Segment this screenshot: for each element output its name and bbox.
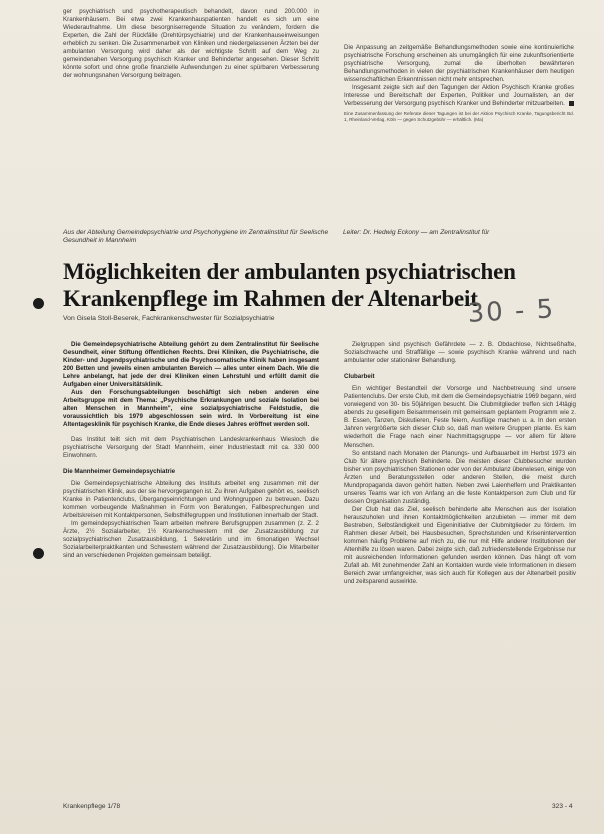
section-heading: Clubarbeit — [344, 373, 375, 381]
paragraph: ger psychiatrisch und psychotherapeutisch behandelt, davon rund 200.000 in Krankenhäusern. Bei etwa zwei Krankenhauspatienten handelt es sich um eine Wiederaufnahme. Um diese besorgniserregende Situation zu verändern, fordern die Experten, die Zahl der Rückfälle (Drehtürpsychiatrie) und der Krankenhauseinweisungen erheblich zu senken. Die Zusammenarbeit von Kliniken und niedergelassenen Ärzten bei der ambulanten Versorgung wird daher als der wichtigste Schritt auf dem Weg zu gemeindenahen Versorgung psychisch Kranker und Behinderter angesehen. Dieser Schritt könnte sofort und ohne große finanzielle Aufwendungen zu einer spürbaren Verbesserung der wohnungsnahen Versorgung beitragen. — [63, 8, 319, 80]
paragraph: So entstand nach Monaten der Planungs- und Aufbauarbeit im Herbst 1973 ein Club für ältere psychisch Behinderte. Die meisten dieser Clubbesucher wurden bisher von psychiatrischen Stationen oder von der Ambulanz überwiesen, einige von Ärzten und Beratungsstellen oder anderen Stellen, die meist durch Mundpropaganda davon gehört hatten. Neben zwei Laienhelfern und Praktikanten unseres Teams war ich von Anfang an die feste Kontaktperson zum Club und für dessen Organisation zuständig. — [344, 449, 576, 505]
footnote — [344, 111, 574, 122]
paragraph — [344, 84, 574, 108]
intro-paragraph: Aus den Forschungsabteilungen beschäftigt sich neben anderen eine Arbeitsgruppe mit dem Thema: „Psychische Erkrankungen und soziale Isolation bei alten Menschen in Mannheim", eine sozialpsychiatrische Feldstudie, die voraussichtlich bis 1979 abgeschlossen sein wird. In Vorbereitung ist eine Altentagesklinik für psychisch Kranke, die Ende dieses Jahres eröffnet werden soll. — [63, 389, 319, 429]
director-line: Leiter: Dr. Hedwig Eckony — am Zentralinstitut für — [343, 229, 490, 236]
intro-paragraph: Die Gemeindepsychiatrische Abteilung gehört zu dem Zentralinstitut für Seelische Gesundheit, einer Stiftung öffentlichen Rechts. Drei Kliniken, die Psychiatrische, die Kinder- und Jugendpsychiatrische und die Psychosomatische Klinik haben insgesamt 200 Betten und jeweils einen ambulanten Bereich — alles unter einem Dach. Wie die Lehre anbelangt, hat jede der drei Kliniken einen Lehrstuhl und erfüllt damit die Aufgaben einer Universitätsklinik. — [63, 341, 319, 389]
department-line: Aus der Abteilung Gemeindepsychiatrie und Psychohygiene im Zentralinstitut für Seelische Gesundheit in Mannheim — [63, 229, 329, 245]
page-number: 323 - 4 — [552, 803, 573, 810]
handwritten-annotation: 30 - 5 — [466, 294, 556, 329]
top-right-column — [344, 44, 574, 123]
article-title — [63, 258, 533, 312]
paragraph: Die Gemeindepsychiatrische Abteilung des Instituts arbeitet eng zusammen mit der psychiatrischen Klinik, aus der sie hervorgegangen ist. Zu ihren Aufgaben gehört es, seelisch Kranke in Patientenclubs, Übergangseinrichtungen und Wohngruppen zu betreuen. Dazu kommen vorbeugende Maßnahmen in Form von Beratungen, Fallbesprechungen und Arbeitskreisen mit Kontaktpersonen, Selbsthilfegruppen und Institutionen innerhalb der Stadt. — [63, 479, 319, 519]
paragraph: Der Club hat das Ziel, seelisch behinderte alte Menschen aus der Isolation herauszuholen und ihnen Kontaktmöglichkeiten anzubieten — immer mit dem Bestreben, Selbständigkeit und Eigeninitiative der Clubmitglieder zu fördern. Im Rahmen dieser Arbeit, bei Hausbesuchen, Sprechstunden und Krisenintervention kommen häufig Probleme auf mich zu, die nur mit Hilfe anderer Institutionen der Altenhilfe zu lösen waren. Dabei zeigte sich, daß zufriedenstellende Ergebnisse nur mit ausreichenden Informationen gefunden werden können. Das hängt oft vom Zufall ab. Mit zunehmender Zahl an Kontakten wurde viele Informationen in diesem Bereich zwar umfangreicher, was sich auch für Kollegen aus der Altenarbeit positiv und zeitsparend auswirkte. — [344, 505, 576, 586]
section-heading: Die Mannheimer Gemeindepsychiatrie — [63, 467, 176, 475]
title-line: Möglichkeiten der ambulanten psychiatrischen — [63, 259, 516, 284]
punch-hole — [33, 548, 44, 559]
paragraph-text: Insgesamt zeigte sich auf den Tagungen der Aktion Psychisch Kranke großes Interesse und Bereitschaft der Experten, Politiker und Journalisten, an der Verbesserung der Versorgung psychisch Kranker und Behinderter mitzuarbeiten. — [344, 84, 574, 108]
paragraph: Zielgruppen sind psychisch Gefährdete — z. B. Obdachlose, Nichtseßhafte, Sozialschwache und Straffällige — sowie psychisch Kranke während und nach ambulanter oder stationärer Behandlung. — [344, 341, 576, 365]
journal-footer: Krankenpflege 1/78 — [63, 803, 121, 810]
paragraph: Im gemeindepsychiatrischen Team arbeiten mehrere Berufsgruppen zusammen (z. Z. 2 Ärzte, 2½ Sozialarbeiter, 1½ Krankenschwestern mit der Zusatzausbildung zur sozialpsychiatrischen Zusatzausbildung, 1 Sekretärin und im 6monatigen Wechsel Sozialarbeiterpraktikanten und Schwestern während der Zusatzausbildung). Die Mitarbeiter sind an verschiedenen Projekten gemeinsam beteiligt. — [63, 519, 319, 560]
footnote-ref: (Ma) — [473, 116, 484, 122]
punch-hole — [33, 298, 44, 309]
footnote-text: Eine Zusammenfassung der Referate dieser Tagungen ist bei der Aktion Psychisch Kranke, Tagungsbericht Bd. 1, Rheinland-Verlag, Köln — gegen Schutzgebühr — erhältlich. — [344, 111, 574, 122]
right-column — [344, 341, 576, 586]
top-left-column — [63, 8, 319, 80]
title-line: Krankenpflege im Rahmen der Altenarbeit — [63, 286, 478, 311]
paragraph: Das Institut teilt sich mit dem Psychiatrischen Landeskrankenhaus Wiesloch die psychiatrische Versorgung der Stadt Mannheim, einer Industriestadt mit ca. 330 000 Einwohnern. — [63, 435, 319, 459]
paragraph: Die Anpassung an zeitgemäße Behandlungsmethoden sowie eine kontinuierliche psychiatrische Forschung erscheinen als unumgänglich für eine zukunftsorientierte psychiatrische Versorgung, zumal die überholten bewährteren Behandlungsmethoden in vielen der psychiatrischen Krankenhäuser dem heutigen wissenschaftlichen Erkenntnissen nicht mehr entsprechen. — [344, 44, 574, 84]
left-column — [63, 341, 319, 560]
author-line: Von Gisela Stoll-Beserek, Fachkrankenschwester für Sozialpsychiatrie — [63, 315, 275, 322]
end-mark-icon — [569, 101, 574, 106]
paragraph: Ein wichtiger Bestandteil der Vorsorge und Nachbetreuung sind unsere Patientenclubs. Der erste Club, mit dem die Gemeindepsychiatrie 1969 begann, wird vorwiegend von 30- bis 50jährigen besucht. Die Clubmitglieder treffen sich 14tägig abends zu geselligem Beisammensein mit gemeinsam geplantem Programm wie z. B. Essen, Tanzen, Diskutieren, Feste feiern, Ausflüge machen u. a. In den ersten Jahren vergrößerte sich dieser Club so, daß man weitere Gruppen plante. Es kam wiederholt die Frage nach einer Nachmittagsgruppe — vor allem für ältere Menschen. — [344, 385, 576, 449]
